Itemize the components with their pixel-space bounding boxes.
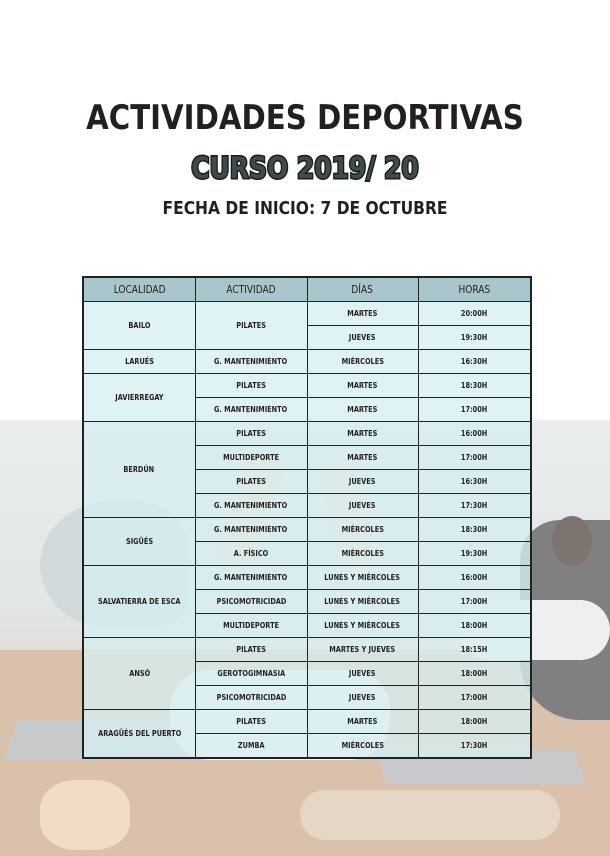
localidad-cell: BERDÚN: [83, 422, 195, 518]
dias-cell: LUNES Y MIÉRCOLES: [307, 614, 418, 638]
horas-cell: 16:00H: [418, 422, 531, 446]
dias-cell: JUEVES: [307, 686, 418, 710]
horas-cell: 18:00H: [418, 710, 531, 734]
horas-cell: 17:00H: [418, 590, 531, 614]
dias-cell: MARTES: [307, 374, 418, 398]
actividad-cell: PILATES: [195, 638, 307, 662]
horas-cell: 18:15H: [418, 638, 531, 662]
dias-cell: LUNES Y MIÉRCOLES: [307, 566, 418, 590]
actividad-cell: PSICOMOTRICIDAD: [195, 590, 307, 614]
dias-cell: MARTES: [307, 446, 418, 470]
actividad-cell: MULTIDEPORTE: [195, 446, 307, 470]
actividad-cell: PILATES: [195, 470, 307, 494]
horas-cell: 17:30H: [418, 734, 531, 759]
horas-cell: 16:30H: [418, 470, 531, 494]
schedule-table: [82, 276, 532, 759]
horas-cell: 16:00H: [418, 566, 531, 590]
actividad-cell: ZUMBA: [195, 734, 307, 759]
table-row: [83, 710, 531, 734]
localidad-cell: ANSÓ: [83, 638, 195, 710]
localidad-cell: SIGÜÉS: [83, 518, 195, 566]
dias-cell: MARTES: [307, 710, 418, 734]
actividad-cell: G. MANTENIMIENTO: [195, 398, 307, 422]
actividad-cell: PILATES: [195, 374, 307, 398]
horas-cell: 19:30H: [418, 326, 531, 350]
column-header: LOCALIDAD: [83, 277, 195, 302]
horas-cell: 19:30H: [418, 542, 531, 566]
table-row: [83, 374, 531, 398]
actividad-cell: PILATES: [195, 422, 307, 446]
dias-cell: JUEVES: [307, 494, 418, 518]
dias-cell: MIÉRCOLES: [307, 518, 418, 542]
actividad-cell: MULTIDEPORTE: [195, 614, 307, 638]
column-header: DÍAS: [307, 277, 418, 302]
table-row: [83, 638, 531, 662]
localidad-cell: LARUÉS: [83, 350, 195, 374]
horas-cell: 18:00H: [418, 614, 531, 638]
dias-cell: JUEVES: [307, 326, 418, 350]
table-row: [83, 350, 531, 374]
dias-cell: MIÉRCOLES: [307, 350, 418, 374]
horas-cell: 20:00H: [418, 302, 531, 326]
table-row: [83, 422, 531, 446]
dias-cell: MIÉRCOLES: [307, 542, 418, 566]
column-header: HORAS: [418, 277, 531, 302]
horas-cell: 17:30H: [418, 494, 531, 518]
localidad-cell: SALVATIERRA DE ESCA: [83, 566, 195, 638]
table-row: [83, 302, 531, 326]
actividad-cell: PILATES: [195, 710, 307, 734]
actividad-cell: GEROTOGIMNASIA: [195, 662, 307, 686]
localidad-cell: JAVIERREGAY: [83, 374, 195, 422]
column-header: ACTIVIDAD: [195, 277, 307, 302]
course-subtitle: CURSO 2019/ 20: [191, 151, 419, 185]
actividad-cell: G. MANTENIMIENTO: [195, 518, 307, 542]
dias-cell: JUEVES: [307, 662, 418, 686]
actividad-cell: PSICOMOTRICIDAD: [195, 686, 307, 710]
table-row: [83, 566, 531, 590]
actividad-cell: PILATES: [195, 302, 307, 350]
dias-cell: LUNES Y MIÉRCOLES: [307, 590, 418, 614]
horas-cell: 17:00H: [418, 686, 531, 710]
actividad-cell: G. MANTENIMIENTO: [195, 566, 307, 590]
localidad-cell: ARAGÜÉS DEL PUERTO: [83, 710, 195, 759]
horas-cell: 16:30H: [418, 350, 531, 374]
localidad-cell: BAILO: [83, 302, 195, 350]
start-date: FECHA DE INICIO: 7 DE OCTUBRE: [162, 198, 448, 219]
horas-cell: 18:00H: [418, 662, 531, 686]
actividad-cell: G. MANTENIMIENTO: [195, 350, 307, 374]
horas-cell: 17:00H: [418, 446, 531, 470]
dias-cell: MARTES: [307, 398, 418, 422]
table-row: [83, 518, 531, 542]
horas-cell: 18:30H: [418, 518, 531, 542]
dias-cell: MARTES: [307, 422, 418, 446]
actividad-cell: A. FÍSICO: [195, 542, 307, 566]
dias-cell: MIÉRCOLES: [307, 734, 418, 759]
horas-cell: 17:00H: [418, 398, 531, 422]
dias-cell: MARTES Y JUEVES: [307, 638, 418, 662]
actividad-cell: G. MANTENIMIENTO: [195, 494, 307, 518]
dias-cell: JUEVES: [307, 470, 418, 494]
table-header-row: [83, 277, 531, 302]
page-title: ACTIVIDADES DEPORTIVAS: [86, 98, 524, 138]
dias-cell: MARTES: [307, 302, 418, 326]
horas-cell: 18:30H: [418, 374, 531, 398]
